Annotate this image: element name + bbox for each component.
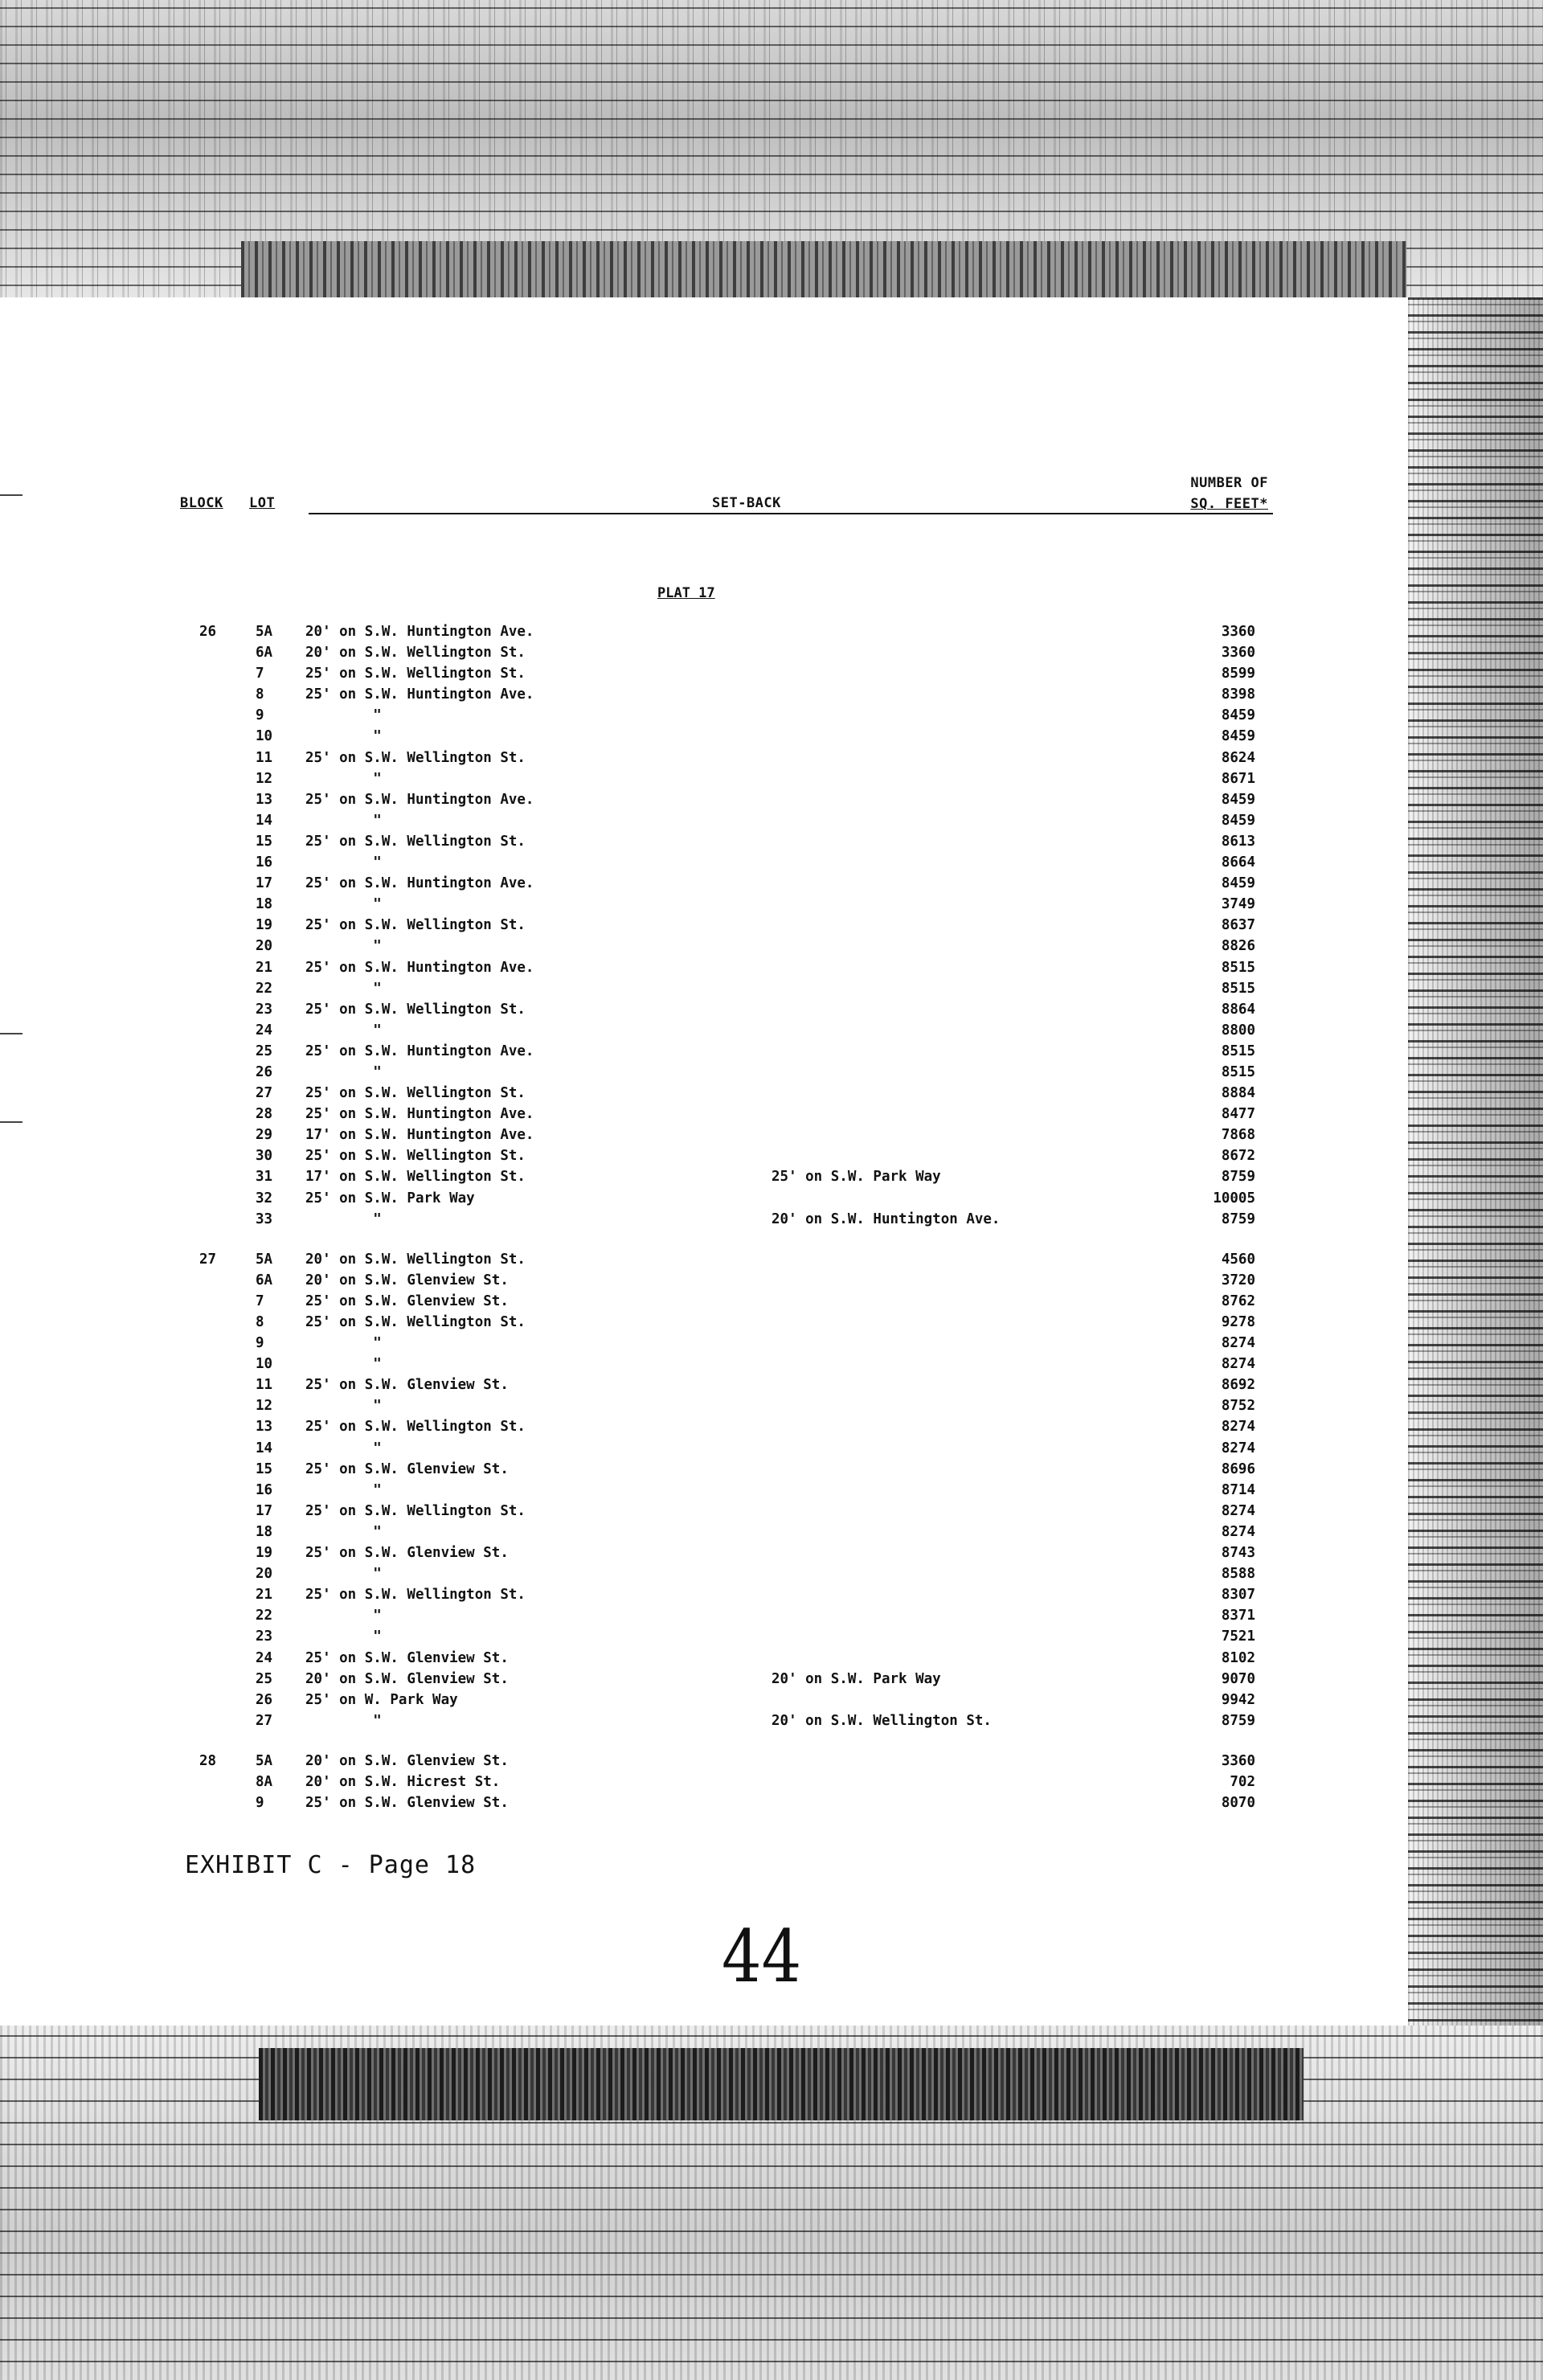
lot-cell: 12 (256, 770, 273, 787)
sqft-cell: 3720 (1221, 1272, 1255, 1288)
table-row (161, 1628, 1406, 1649)
setback-cell: " (305, 1440, 382, 1456)
lot-cell: 21 (256, 959, 273, 976)
lot-cell: 5A (256, 624, 273, 640)
lot-cell: 6A (256, 645, 273, 662)
block-cell: 28 (199, 1752, 217, 1769)
setback-cell: 25' on S.W. Glenview St. (305, 1795, 509, 1812)
sqft-cell: 8588 (1221, 1566, 1255, 1583)
setback-cell: 25' on S.W. Huntington Ave. (305, 1106, 534, 1123)
table-row (161, 1671, 1406, 1692)
sqft-cell: 8459 (1221, 728, 1255, 745)
setback-cell: 25' on S.W. Glenview St. (305, 1649, 509, 1666)
lot-cell: 19 (256, 917, 273, 934)
lot-cell: 15 (256, 833, 273, 850)
lot-cell: 26 (256, 1063, 273, 1080)
table-row (161, 1272, 1406, 1293)
setback-cell: 25' on S.W. Wellington St. (305, 1001, 526, 1018)
setback-cell: 25' on S.W. Huntington Ave. (305, 959, 534, 976)
setback-cell: " (305, 1608, 382, 1624)
setback-cell: " (305, 770, 382, 787)
table-row (161, 666, 1406, 686)
setback-cell: 25' on S.W. Wellington St. (305, 917, 526, 934)
lot-cell: 33 (256, 1210, 273, 1227)
scan-noise-bottom-band (259, 2048, 1304, 2120)
lot-cell: 11 (256, 749, 273, 766)
table-row (161, 1503, 1406, 1524)
table-row (161, 875, 1406, 896)
sqft-cell: 9070 (1221, 1670, 1255, 1687)
setback-cell: 25' on S.W. Glenview St. (305, 1292, 509, 1309)
setback-cell: " (305, 854, 382, 871)
sqft-cell: 8274 (1221, 1335, 1255, 1352)
lot-cell: 13 (256, 791, 273, 808)
lot-table (161, 624, 1406, 1816)
sqft-cell: 8070 (1221, 1795, 1255, 1812)
column-header-sqft (1175, 473, 1268, 514)
sqft-cell: 8696 (1221, 1460, 1255, 1477)
lot-cell: 24 (256, 1022, 273, 1038)
scan-mark (0, 1033, 23, 1034)
lot-cell: 22 (256, 1608, 273, 1624)
table-row (161, 1377, 1406, 1398)
sqft-cell: 8752 (1221, 1398, 1255, 1415)
table-row (161, 728, 1406, 749)
lot-cell: 9 (256, 1335, 264, 1352)
setback-cell: 25' on S.W. Wellington St. (305, 1502, 526, 1519)
lot-cell: 15 (256, 1460, 273, 1477)
setback-secondary-cell: 20' on S.W. Wellington St. (772, 1712, 992, 1729)
setback-cell: 25' on S.W. Wellington St. (305, 1419, 526, 1436)
lot-cell: 16 (256, 854, 273, 871)
table-row (161, 1356, 1406, 1377)
column-header-sqft-line2: SQ. FEET* (1190, 496, 1268, 512)
handwritten-page-number: 44 (722, 1915, 802, 1999)
setback-cell: 17' on S.W. Huntington Ave. (305, 1127, 534, 1144)
setback-cell: 25' on S.W. Glenview St. (305, 1377, 509, 1394)
table-row (161, 1713, 1406, 1734)
sqft-cell: 8515 (1221, 980, 1255, 997)
setback-cell: " (305, 1335, 382, 1352)
setback-cell: 25' on S.W. Wellington St. (305, 1085, 526, 1102)
sqft-cell: 8274 (1221, 1502, 1255, 1519)
setback-cell: 25' on S.W. Wellington St. (305, 749, 526, 766)
setback-cell: 20' on S.W. Huntington Ave. (305, 624, 534, 640)
lot-cell: 5A (256, 1752, 273, 1769)
sqft-cell: 7521 (1221, 1628, 1255, 1645)
setback-secondary-cell: 20' on S.W. Park Way (772, 1670, 941, 1687)
table-row (161, 750, 1406, 771)
lot-cell: 10 (256, 728, 273, 745)
setback-cell: " (305, 728, 382, 745)
lot-cell: 20 (256, 938, 273, 955)
sqft-cell: 8515 (1221, 959, 1255, 976)
setback-cell: 25' on W. Park Way (305, 1691, 458, 1708)
document-page (161, 297, 1406, 2026)
sqft-cell: 8274 (1221, 1356, 1255, 1373)
sqft-cell: 8762 (1221, 1292, 1255, 1309)
lot-cell: 13 (256, 1419, 273, 1436)
setback-cell: " (305, 1356, 382, 1373)
sqft-cell: 8371 (1221, 1608, 1255, 1624)
setback-cell: " (305, 1481, 382, 1498)
table-row (161, 1650, 1406, 1671)
lot-cell: 10 (256, 1356, 273, 1373)
table-row (161, 1251, 1406, 1272)
lot-cell: 26 (256, 1691, 273, 1708)
sqft-cell: 3360 (1221, 624, 1255, 640)
sqft-cell: 8826 (1221, 938, 1255, 955)
sqft-cell: 8743 (1221, 1545, 1255, 1562)
sqft-cell: 8864 (1221, 1001, 1255, 1018)
sqft-cell: 8398 (1221, 686, 1255, 703)
setback-cell: " (305, 1398, 382, 1415)
lot-cell: 23 (256, 1628, 273, 1645)
lot-cell: 25 (256, 1670, 273, 1687)
table-row (161, 896, 1406, 917)
setback-cell: " (305, 1712, 382, 1729)
sqft-cell: 8274 (1221, 1440, 1255, 1456)
lot-cell: 8A (256, 1773, 273, 1790)
setback-cell: " (305, 896, 382, 913)
lot-cell: 8 (256, 1314, 264, 1330)
column-header-setback: SET-BACK (712, 495, 781, 511)
sqft-cell: 3749 (1221, 896, 1255, 913)
table-row (161, 938, 1406, 959)
sqft-cell: 8613 (1221, 833, 1255, 850)
table-row (161, 834, 1406, 854)
table-row (161, 1293, 1406, 1314)
setback-cell: 25' on S.W. Huntington Ave. (305, 686, 534, 703)
sqft-cell: 8624 (1221, 749, 1255, 766)
lot-cell: 18 (256, 1523, 273, 1540)
setback-cell: 25' on S.W. Wellington St. (305, 1587, 526, 1604)
setback-cell: " (305, 1628, 382, 1645)
lot-cell: 12 (256, 1398, 273, 1415)
lot-cell: 23 (256, 1001, 273, 1018)
exhibit-footer: EXHIBIT C - Page 18 (185, 1851, 477, 1879)
table-row (161, 624, 1406, 645)
setback-cell: " (305, 1523, 382, 1540)
scan-noise-top-band (241, 241, 1406, 297)
table-row (161, 813, 1406, 834)
table-row (161, 1440, 1406, 1461)
lot-cell: 25 (256, 1043, 273, 1059)
table-row (161, 707, 1406, 728)
lot-cell: 29 (256, 1127, 273, 1144)
sqft-cell: 8274 (1221, 1419, 1255, 1436)
lot-cell: 7 (256, 666, 264, 682)
table-row (161, 686, 1406, 707)
table-row (161, 1753, 1406, 1774)
sqft-cell: 8884 (1221, 1085, 1255, 1102)
setback-cell: 25' on S.W. Huntington Ave. (305, 875, 534, 892)
table-row (161, 1127, 1406, 1148)
setback-cell: 17' on S.W. Wellington St. (305, 1169, 526, 1186)
sqft-cell: 8459 (1221, 812, 1255, 829)
setback-cell: " (305, 1063, 382, 1080)
plat-title: PLAT 17 (657, 585, 715, 601)
setback-cell: 20' on S.W. Wellington St. (305, 1251, 526, 1268)
setback-cell: 25' on S.W. Wellington St. (305, 833, 526, 850)
lot-cell: 22 (256, 980, 273, 997)
table-row (161, 1085, 1406, 1106)
table-row (161, 1022, 1406, 1043)
lot-cell: 6A (256, 1272, 273, 1288)
scan-mark (0, 494, 23, 496)
lot-cell: 14 (256, 812, 273, 829)
table-row (161, 1064, 1406, 1085)
setback-cell: 20' on S.W. Glenview St. (305, 1752, 509, 1769)
setback-cell: 20' on S.W. Glenview St. (305, 1272, 509, 1288)
sqft-cell: 3360 (1221, 645, 1255, 662)
sqft-cell: 8671 (1221, 770, 1255, 787)
lot-cell: 32 (256, 1190, 273, 1206)
sqft-cell: 8307 (1221, 1587, 1255, 1604)
lot-cell: 21 (256, 1587, 273, 1604)
sqft-cell: 8515 (1221, 1043, 1255, 1059)
table-row (161, 854, 1406, 875)
sqft-cell: 8759 (1221, 1169, 1255, 1186)
lot-cell: 19 (256, 1545, 273, 1562)
setback-cell: " (305, 812, 382, 829)
table-row (161, 1608, 1406, 1628)
sqft-cell: 3360 (1221, 1752, 1255, 1769)
sqft-cell: 8672 (1221, 1148, 1255, 1165)
sqft-cell: 8714 (1221, 1481, 1255, 1498)
table-row (161, 1482, 1406, 1503)
table-row (161, 1587, 1406, 1608)
sqft-cell: 8459 (1221, 791, 1255, 808)
setback-cell: 20' on S.W. Hicrest St. (305, 1773, 501, 1790)
setback-rule (309, 513, 1273, 514)
table-row (161, 771, 1406, 792)
sqft-cell: 8664 (1221, 854, 1255, 871)
sqft-cell: 8515 (1221, 1063, 1255, 1080)
lot-cell: 28 (256, 1106, 273, 1123)
lot-cell: 14 (256, 1440, 273, 1456)
sqft-cell: 8759 (1221, 1712, 1255, 1729)
table-row (161, 1190, 1406, 1211)
setback-cell: 20' on S.W. Glenview St. (305, 1670, 509, 1687)
table-row (161, 1043, 1406, 1064)
block-cell: 27 (199, 1251, 217, 1268)
sqft-cell: 8599 (1221, 666, 1255, 682)
setback-cell: 25' on S.W. Glenview St. (305, 1460, 509, 1477)
setback-cell: " (305, 707, 382, 724)
lot-cell: 31 (256, 1169, 273, 1186)
setback-cell: 25' on S.W. Glenview St. (305, 1545, 509, 1562)
setback-cell: 20' on S.W. Wellington St. (305, 645, 526, 662)
sqft-cell: 8637 (1221, 917, 1255, 934)
sqft-cell: 10005 (1213, 1190, 1255, 1206)
sqft-cell: 8477 (1221, 1106, 1255, 1123)
table-row (161, 1398, 1406, 1419)
block-cell: 26 (199, 624, 217, 640)
table-row (161, 1566, 1406, 1587)
setback-cell: 25' on S.W. Park Way (305, 1190, 475, 1206)
lot-cell: 9 (256, 707, 264, 724)
table-row (161, 1335, 1406, 1356)
table-row (161, 645, 1406, 666)
table-row (161, 1314, 1406, 1335)
table-row (161, 1692, 1406, 1713)
column-header-lot: LOT (249, 495, 276, 511)
table-row (161, 917, 1406, 938)
setback-secondary-cell: 20' on S.W. Huntington Ave. (772, 1210, 1001, 1227)
table-row (161, 1106, 1406, 1127)
table-row (161, 1795, 1406, 1816)
sqft-cell: 8102 (1221, 1649, 1255, 1666)
setback-cell: " (305, 1566, 382, 1583)
lot-cell: 5A (256, 1251, 273, 1268)
table-row (161, 1169, 1406, 1190)
sqft-cell: 9942 (1221, 1691, 1255, 1708)
sqft-cell: 7868 (1221, 1127, 1255, 1144)
setback-cell: 25' on S.W. Wellington St. (305, 1148, 526, 1165)
table-row (161, 1545, 1406, 1566)
sqft-cell: 8759 (1221, 1210, 1255, 1227)
lot-cell: 30 (256, 1148, 273, 1165)
lot-cell: 11 (256, 1377, 273, 1394)
lot-cell: 27 (256, 1712, 273, 1729)
lot-cell: 18 (256, 896, 273, 913)
table-row (161, 1211, 1406, 1232)
table-row (161, 960, 1406, 981)
setback-cell: 25' on S.W. Wellington St. (305, 1314, 526, 1330)
setback-cell: " (305, 1022, 382, 1038)
setback-cell: 25' on S.W. Huntington Ave. (305, 1043, 534, 1059)
setback-cell: 25' on S.W. Wellington St. (305, 666, 526, 682)
table-row (161, 1461, 1406, 1482)
sqft-cell: 702 (1230, 1773, 1255, 1790)
table-row (161, 1524, 1406, 1545)
lot-cell: 17 (256, 1502, 273, 1519)
setback-cell: " (305, 980, 382, 997)
lot-cell: 7 (256, 1292, 264, 1309)
table-row (161, 1774, 1406, 1795)
sqft-cell: 9278 (1221, 1314, 1255, 1330)
lot-cell: 27 (256, 1085, 273, 1102)
setback-cell: " (305, 938, 382, 955)
lot-cell: 20 (256, 1566, 273, 1583)
lot-cell: 17 (256, 875, 273, 892)
sqft-cell: 8692 (1221, 1377, 1255, 1394)
table-row (161, 1148, 1406, 1169)
lot-cell: 8 (256, 686, 264, 703)
sqft-cell: 8459 (1221, 707, 1255, 724)
setback-cell: 25' on S.W. Huntington Ave. (305, 791, 534, 808)
setback-secondary-cell: 25' on S.W. Park Way (772, 1169, 941, 1186)
lot-cell: 24 (256, 1649, 273, 1666)
table-row (161, 1002, 1406, 1022)
sqft-cell: 8274 (1221, 1523, 1255, 1540)
lot-cell: 9 (256, 1795, 264, 1812)
column-header-sqft-line1: NUMBER OF (1190, 475, 1268, 491)
table-row (161, 792, 1406, 813)
setback-cell: " (305, 1210, 382, 1227)
scan-mark (0, 1121, 23, 1123)
scan-noise-right (1408, 297, 1543, 2026)
table-row (161, 981, 1406, 1002)
column-header-block: BLOCK (180, 495, 223, 511)
table-row (161, 1419, 1406, 1440)
sqft-cell: 8459 (1221, 875, 1255, 892)
sqft-cell: 4560 (1221, 1251, 1255, 1268)
lot-cell: 16 (256, 1481, 273, 1498)
sqft-cell: 8800 (1221, 1022, 1255, 1038)
